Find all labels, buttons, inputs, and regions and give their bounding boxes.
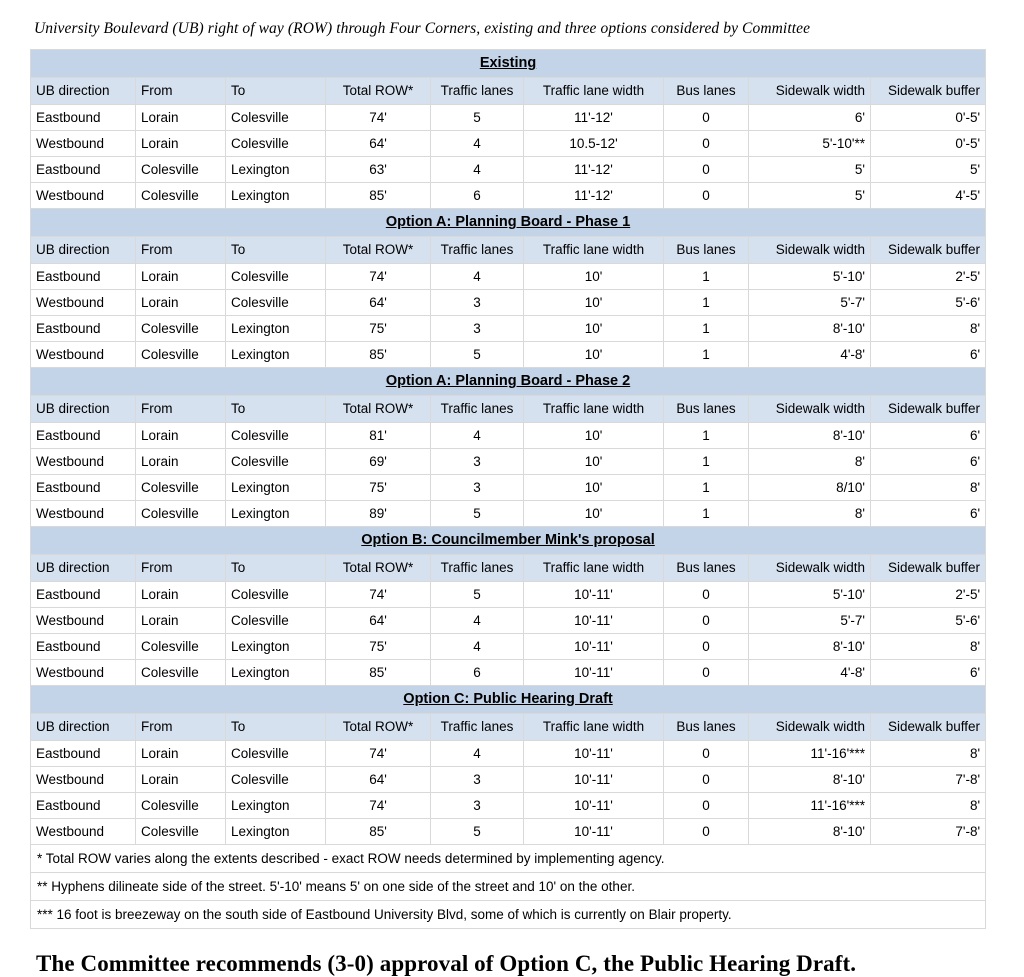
table-cell: 10': [524, 500, 664, 526]
column-header-cell: Bus lanes: [664, 236, 749, 263]
table-cell: Eastbound: [31, 581, 136, 607]
table-cell: Lexington: [226, 659, 326, 685]
table-cell: Westbound: [31, 659, 136, 685]
table-row: [31, 130, 986, 156]
table-cell: 5'-10': [749, 581, 871, 607]
table-cell: 6': [871, 448, 986, 474]
table-cell: 5: [431, 500, 524, 526]
column-header-cell: Traffic lane width: [524, 77, 664, 104]
section-title-label: Existing: [479, 55, 537, 72]
table-cell: 0: [664, 740, 749, 766]
table-cell: 64': [326, 130, 431, 156]
table-cell: Eastbound: [31, 156, 136, 182]
column-header-cell: Traffic lane width: [524, 236, 664, 263]
table-cell: 4: [431, 130, 524, 156]
column-header-cell: Traffic lane width: [524, 554, 664, 581]
table-cell: Westbound: [31, 341, 136, 367]
table-row: [31, 182, 986, 208]
table-cell: 75': [326, 474, 431, 500]
column-header-cell: To: [226, 77, 326, 104]
column-header-cell: From: [136, 395, 226, 422]
column-header-row: [31, 554, 986, 581]
section-title-cell: [31, 208, 986, 236]
table-cell: Colesville: [226, 104, 326, 130]
table-cell: Lorain: [136, 130, 226, 156]
footnote-row: [31, 844, 986, 872]
table-cell: 5'-10': [749, 263, 871, 289]
column-header-cell: UB direction: [31, 713, 136, 740]
table-cell: 2'-5': [871, 581, 986, 607]
table-cell: 8': [871, 315, 986, 341]
table-row: [31, 740, 986, 766]
section-title-label: Option B: Councilmember Mink's proposal: [361, 532, 655, 549]
table-cell: 6': [871, 659, 986, 685]
table-cell: 4'-5': [871, 182, 986, 208]
column-header-cell: Sidewalk buffer: [871, 236, 986, 263]
table-cell: Lexington: [226, 792, 326, 818]
table-cell: Colesville: [226, 289, 326, 315]
table-cell: 0: [664, 182, 749, 208]
column-header-cell: UB direction: [31, 77, 136, 104]
table-cell: 0: [664, 130, 749, 156]
column-header-cell: Sidewalk width: [749, 236, 871, 263]
table-cell: Lorain: [136, 289, 226, 315]
section-title-cell: [31, 49, 986, 77]
table-cell: Colesville: [136, 156, 226, 182]
table-cell: 0'-5': [871, 130, 986, 156]
column-header-cell: Sidewalk width: [749, 395, 871, 422]
table-cell: Westbound: [31, 766, 136, 792]
table-cell: Lorain: [136, 740, 226, 766]
table-body: [31, 49, 986, 928]
table-cell: Colesville: [136, 474, 226, 500]
column-header-cell: Sidewalk buffer: [871, 554, 986, 581]
column-header-cell: Sidewalk width: [749, 77, 871, 104]
section-title-cell: [31, 685, 986, 713]
table-cell: 8'-10': [749, 766, 871, 792]
table-cell: 11'-16'***: [749, 740, 871, 766]
table-cell: 1: [664, 474, 749, 500]
table-cell: Colesville: [136, 818, 226, 844]
column-header-row: [31, 713, 986, 740]
table-cell: 0: [664, 104, 749, 130]
table-cell: 10'-11': [524, 818, 664, 844]
table-cell: 5'-6': [871, 607, 986, 633]
column-header-cell: Sidewalk width: [749, 554, 871, 581]
table-cell: 1: [664, 315, 749, 341]
section-title-row: [31, 367, 986, 395]
column-header-cell: To: [226, 236, 326, 263]
table-cell: 0: [664, 581, 749, 607]
table-cell: Lorain: [136, 104, 226, 130]
section-title-label: Option A: Planning Board - Phase 1: [385, 214, 631, 231]
table-cell: Westbound: [31, 130, 136, 156]
column-header-cell: From: [136, 713, 226, 740]
table-cell: Lexington: [226, 818, 326, 844]
section-title-row: [31, 208, 986, 236]
table-cell: 10'-11': [524, 633, 664, 659]
table-cell: 4'-8': [749, 341, 871, 367]
table-cell: 8': [749, 500, 871, 526]
table-cell: 0: [664, 633, 749, 659]
table-cell: 8'-10': [749, 422, 871, 448]
table-cell: Colesville: [226, 581, 326, 607]
table-row: [31, 263, 986, 289]
table-cell: Colesville: [226, 448, 326, 474]
table-cell: Lexington: [226, 315, 326, 341]
table-cell: 10': [524, 474, 664, 500]
table-row: [31, 633, 986, 659]
table-row: [31, 792, 986, 818]
table-cell: Colesville: [136, 315, 226, 341]
table-cell: 4: [431, 740, 524, 766]
table-cell: 5'-7': [749, 607, 871, 633]
table-cell: 85': [326, 659, 431, 685]
section-title-cell: [31, 367, 986, 395]
table-cell: 10'-11': [524, 581, 664, 607]
footnote-cell: ** Hyphens dilineate side of the street. 5'-10' means 5' on one side of the street and 10' on the other.: [31, 872, 986, 900]
table-cell: 4'-8': [749, 659, 871, 685]
table-cell: 3: [431, 766, 524, 792]
footnote-row: [31, 900, 986, 928]
table-cell: 5'-10'**: [749, 130, 871, 156]
row-comparison-table: [30, 49, 986, 929]
table-cell: 5: [431, 341, 524, 367]
table-cell: Eastbound: [31, 104, 136, 130]
recommendation-text: The Committee recommends (3-0) approval of Option C, the Public Hearing Draft.: [36, 950, 857, 976]
column-header-cell: To: [226, 554, 326, 581]
table-cell: 8/10': [749, 474, 871, 500]
column-header-cell: Traffic lane width: [524, 395, 664, 422]
table-cell: 0'-5': [871, 104, 986, 130]
table-cell: 6': [871, 422, 986, 448]
table-cell: 0: [664, 766, 749, 792]
table-cell: 10': [524, 448, 664, 474]
column-header-cell: Sidewalk width: [749, 713, 871, 740]
table-cell: 85': [326, 341, 431, 367]
table-row: [31, 422, 986, 448]
column-header-cell: UB direction: [31, 554, 136, 581]
table-cell: 5: [431, 818, 524, 844]
table-cell: 8': [871, 633, 986, 659]
table-cell: 69': [326, 448, 431, 474]
table-cell: 1: [664, 500, 749, 526]
table-cell: 8': [871, 474, 986, 500]
table-cell: 11'-12': [524, 104, 664, 130]
table-cell: 0: [664, 156, 749, 182]
table-cell: 74': [326, 263, 431, 289]
table-row: [31, 818, 986, 844]
section-title-row: [31, 526, 986, 554]
table-cell: Lexington: [226, 633, 326, 659]
table-cell: 64': [326, 289, 431, 315]
table-row: [31, 289, 986, 315]
table-cell: Lexington: [226, 500, 326, 526]
table-cell: 8': [871, 792, 986, 818]
footnote-row: [31, 872, 986, 900]
table-cell: 74': [326, 740, 431, 766]
table-cell: Lexington: [226, 341, 326, 367]
column-header-cell: Bus lanes: [664, 554, 749, 581]
table-cell: Westbound: [31, 289, 136, 315]
table-cell: 1: [664, 341, 749, 367]
table-cell: 10'-11': [524, 792, 664, 818]
column-header-cell: From: [136, 236, 226, 263]
column-header-cell: Sidewalk buffer: [871, 713, 986, 740]
column-header-cell: From: [136, 77, 226, 104]
table-cell: 74': [326, 104, 431, 130]
column-header-cell: Sidewalk buffer: [871, 395, 986, 422]
table-cell: 6: [431, 659, 524, 685]
table-cell: 5': [749, 182, 871, 208]
table-cell: Westbound: [31, 500, 136, 526]
table-cell: 63': [326, 156, 431, 182]
section-title-cell: [31, 526, 986, 554]
table-cell: Eastbound: [31, 263, 136, 289]
table-cell: 10'-11': [524, 740, 664, 766]
table-row: [31, 581, 986, 607]
table-cell: Colesville: [136, 792, 226, 818]
table-cell: 1: [664, 422, 749, 448]
column-header-cell: Traffic lanes: [431, 554, 524, 581]
table-row: [31, 315, 986, 341]
column-header-cell: Sidewalk buffer: [871, 77, 986, 104]
table-cell: Colesville: [226, 422, 326, 448]
table-cell: 6: [431, 182, 524, 208]
table-row: [31, 766, 986, 792]
table-cell: 74': [326, 792, 431, 818]
table-cell: Lorain: [136, 448, 226, 474]
column-header-row: [31, 77, 986, 104]
table-cell: 10'-11': [524, 607, 664, 633]
table-cell: Westbound: [31, 607, 136, 633]
table-cell: Colesville: [226, 130, 326, 156]
table-cell: 5': [871, 156, 986, 182]
table-row: [31, 448, 986, 474]
footnote-cell: * Total ROW varies along the extents described - exact ROW needs determined by implementing agency.: [31, 844, 986, 872]
table-cell: Lorain: [136, 581, 226, 607]
table-cell: 4: [431, 633, 524, 659]
table-cell: 10': [524, 341, 664, 367]
table-cell: 75': [326, 633, 431, 659]
table-cell: 5'-7': [749, 289, 871, 315]
table-cell: Eastbound: [31, 422, 136, 448]
table-cell: Colesville: [136, 341, 226, 367]
column-header-cell: UB direction: [31, 395, 136, 422]
section-title-row: [31, 49, 986, 77]
table-cell: 4: [431, 422, 524, 448]
table-cell: 1: [664, 289, 749, 315]
table-cell: Colesville: [136, 500, 226, 526]
table-cell: 10.5-12': [524, 130, 664, 156]
table-row: [31, 607, 986, 633]
table-cell: 74': [326, 581, 431, 607]
table-cell: Lexington: [226, 156, 326, 182]
table-cell: 8'-10': [749, 315, 871, 341]
table-row: [31, 341, 986, 367]
table-cell: Westbound: [31, 818, 136, 844]
table-cell: 1: [664, 263, 749, 289]
column-header-cell: Traffic lane width: [524, 713, 664, 740]
table-cell: 10'-11': [524, 766, 664, 792]
table-cell: Colesville: [136, 659, 226, 685]
table-cell: Lexington: [226, 474, 326, 500]
column-header-cell: Total ROW*: [326, 554, 431, 581]
table-cell: 11'-16'***: [749, 792, 871, 818]
column-header-row: [31, 395, 986, 422]
column-header-row: [31, 236, 986, 263]
column-header-cell: Traffic lanes: [431, 236, 524, 263]
table-cell: Colesville: [226, 263, 326, 289]
table-cell: Westbound: [31, 448, 136, 474]
table-cell: 3: [431, 315, 524, 341]
table-cell: 8'-10': [749, 633, 871, 659]
section-title-row: [31, 685, 986, 713]
table-cell: 7'-8': [871, 766, 986, 792]
column-header-cell: Traffic lanes: [431, 395, 524, 422]
table-cell: Westbound: [31, 182, 136, 208]
table-cell: Colesville: [226, 740, 326, 766]
table-cell: 89': [326, 500, 431, 526]
table-cell: Colesville: [136, 633, 226, 659]
table-cell: Lexington: [226, 182, 326, 208]
table-cell: 10'-11': [524, 659, 664, 685]
table-cell: 3: [431, 448, 524, 474]
table-cell: Eastbound: [31, 740, 136, 766]
column-header-cell: Bus lanes: [664, 77, 749, 104]
section-title-label: Option C: Public Hearing Draft: [403, 691, 613, 708]
table-cell: 0: [664, 659, 749, 685]
table-cell: 85': [326, 818, 431, 844]
column-header-cell: Total ROW*: [326, 395, 431, 422]
table-cell: 4: [431, 607, 524, 633]
table-cell: Eastbound: [31, 792, 136, 818]
column-header-cell: To: [226, 395, 326, 422]
table-cell: 2'-5': [871, 263, 986, 289]
table-row: [31, 500, 986, 526]
table-cell: 0: [664, 607, 749, 633]
table-cell: 5': [749, 156, 871, 182]
table-cell: 11'-12': [524, 156, 664, 182]
column-header-cell: Total ROW*: [326, 77, 431, 104]
table-row: [31, 104, 986, 130]
table-cell: 81': [326, 422, 431, 448]
table-cell: 64': [326, 766, 431, 792]
table-cell: 10': [524, 422, 664, 448]
column-header-cell: Traffic lanes: [431, 77, 524, 104]
table-row: [31, 156, 986, 182]
column-header-cell: From: [136, 554, 226, 581]
column-header-cell: Total ROW*: [326, 236, 431, 263]
table-cell: 10': [524, 289, 664, 315]
table-cell: 0: [664, 818, 749, 844]
table-cell: 10': [524, 263, 664, 289]
table-cell: Eastbound: [31, 633, 136, 659]
table-cell: 1: [664, 448, 749, 474]
column-header-cell: Bus lanes: [664, 713, 749, 740]
column-header-cell: Bus lanes: [664, 395, 749, 422]
column-header-cell: To: [226, 713, 326, 740]
table-cell: 6': [871, 341, 986, 367]
table-cell: 75': [326, 315, 431, 341]
table-cell: 3: [431, 289, 524, 315]
table-cell: 11'-12': [524, 182, 664, 208]
table-cell: 7'-8': [871, 818, 986, 844]
table-cell: 64': [326, 607, 431, 633]
table-cell: Eastbound: [31, 474, 136, 500]
table-cell: Lorain: [136, 422, 226, 448]
table-caption: University Boulevard (UB) right of way (ROW) through Four Corners, existing and three options considered by Committee: [34, 20, 811, 37]
table-row: [31, 474, 986, 500]
table-cell: Colesville: [226, 607, 326, 633]
table-cell: Eastbound: [31, 315, 136, 341]
table-cell: 3: [431, 474, 524, 500]
table-cell: 3: [431, 792, 524, 818]
table-cell: 10': [524, 315, 664, 341]
table-cell: Lorain: [136, 607, 226, 633]
table-cell: Lorain: [136, 766, 226, 792]
table-cell: 8'-10': [749, 818, 871, 844]
table-cell: Colesville: [136, 182, 226, 208]
table-cell: 4: [431, 156, 524, 182]
table-cell: 8': [749, 448, 871, 474]
footnote-cell: *** 16 foot is breezeway on the south side of Eastbound University Blvd, some of which is currently on Blair property.: [31, 900, 986, 928]
table-cell: Lorain: [136, 263, 226, 289]
column-header-cell: Total ROW*: [326, 713, 431, 740]
column-header-cell: UB direction: [31, 236, 136, 263]
table-row: [31, 659, 986, 685]
table-cell: 6': [749, 104, 871, 130]
section-title-label: Option A: Planning Board - Phase 2: [385, 373, 631, 390]
table-cell: 5: [431, 104, 524, 130]
table-cell: 6': [871, 500, 986, 526]
table-cell: 8': [871, 740, 986, 766]
table-cell: 4: [431, 263, 524, 289]
table-cell: 5'-6': [871, 289, 986, 315]
table-cell: 85': [326, 182, 431, 208]
table-cell: 0: [664, 792, 749, 818]
table-cell: 5: [431, 581, 524, 607]
table-cell: Colesville: [226, 766, 326, 792]
column-header-cell: Traffic lanes: [431, 713, 524, 740]
